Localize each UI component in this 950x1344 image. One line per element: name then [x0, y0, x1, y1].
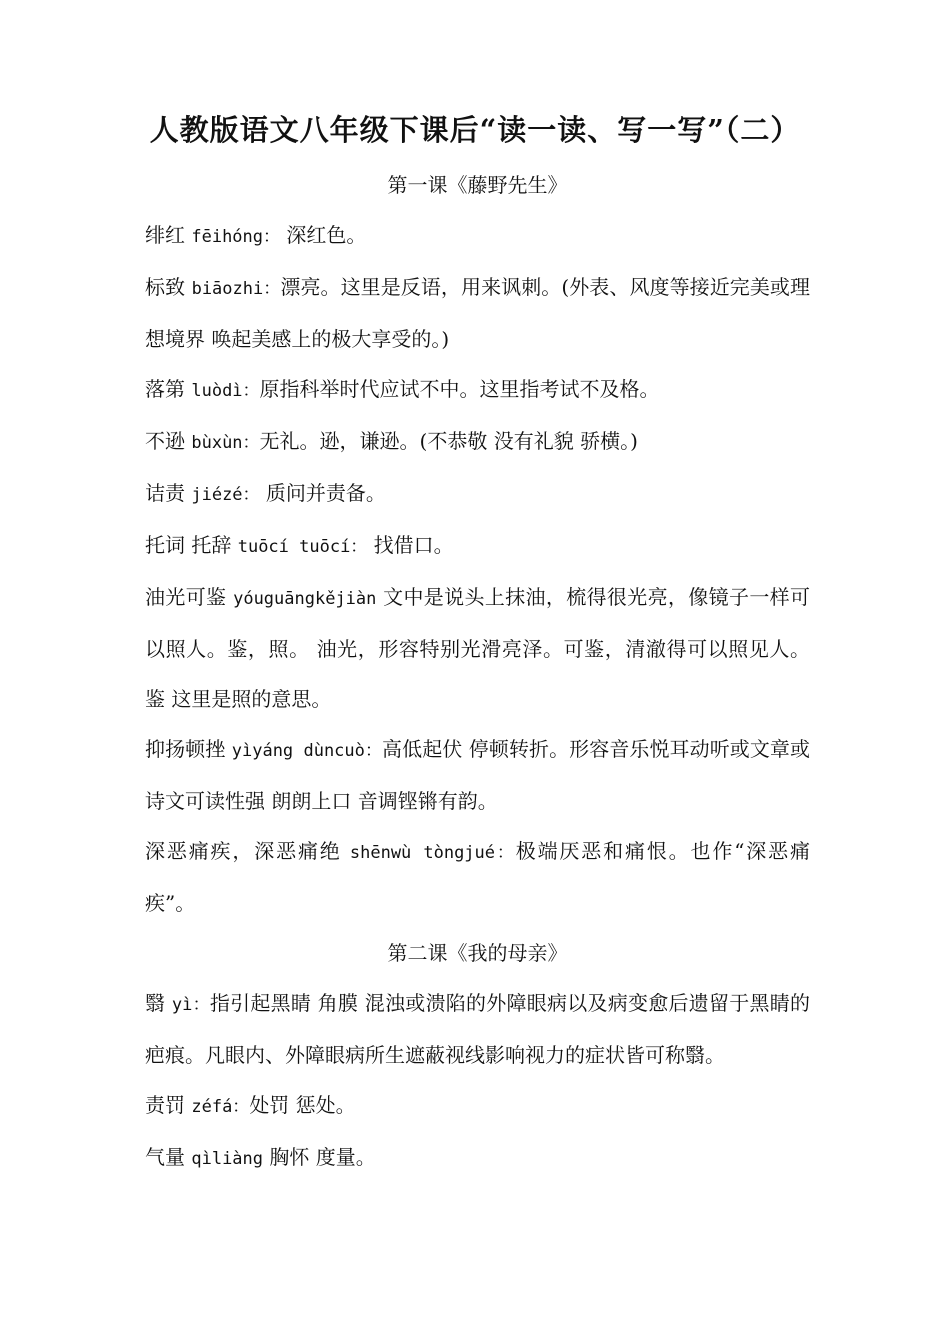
vocab-pinyin: qìliàng: [191, 1149, 264, 1169]
vocab-definition: 漂亮。这里是反语，用来讽刺。(外表、风度等接近完美或理想境界 唤起美感上的极大享受的。): [145, 275, 810, 351]
vocab-entry: [145, 572, 810, 724]
vocab-term: 深恶痛疾，深恶痛绝: [145, 839, 342, 863]
vocab-definition: 胸怀 度量。: [263, 1145, 376, 1169]
vocab-definition: 极端厌恶和痛恨。也作“深恶痛疾”。: [145, 839, 810, 915]
vocab-definition: 高低起伏 停顿转折。形容音乐悦耳动听或文章或诗文可读性强 朗朗上口 音调铿锵有韵。: [145, 737, 811, 813]
document-title: 人教版语文八年级下课后“读一读、写一写”（二）: [149, 113, 801, 147]
vocab-entry: [145, 1080, 810, 1132]
vocab-term: 托词 托辞: [145, 533, 232, 557]
vocab-entry: [145, 262, 810, 364]
document-body: [145, 160, 810, 1184]
vocab-term: 气量: [145, 1145, 185, 1169]
vocab-definition: 找借口。: [367, 533, 454, 557]
vocab-pinyin: bùxùn：: [191, 433, 260, 453]
lesson-entries: [145, 978, 810, 1184]
vocab-term: 油光可鉴: [145, 585, 227, 609]
vocab-term: 不逊: [145, 429, 185, 453]
vocab-definition: 深红色。: [280, 223, 367, 247]
vocab-pinyin: fēihóng：: [191, 227, 281, 247]
vocab-entry: [145, 826, 810, 928]
vocab-entry: [145, 364, 810, 416]
lesson-heading: 第二课《我的母亲》: [387, 941, 568, 965]
lesson-heading: 第一课《藤野先生》: [387, 173, 568, 197]
vocab-entry: [145, 468, 810, 520]
vocab-entry: [145, 416, 810, 468]
vocab-definition: 指引起黑睛 角膜 混浊或溃陷的外障眼病以及病变愈后遗留于黑睛的疤痕。凡眼内、外障眼病所生遮蔽视线影响视力的症状皆可称翳。: [145, 991, 810, 1067]
vocab-pinyin: biāozhi：: [191, 279, 281, 299]
vocab-pinyin: yóuguāngkějiàn: [233, 589, 377, 609]
vocab-pinyin: tuōcí tuōcí：: [237, 537, 368, 557]
vocab-definition: 无礼。逊，谦逊。(不恭敬 没有礼貌 骄横。): [259, 429, 638, 453]
vocab-entry: [145, 724, 810, 826]
vocab-definition: 原指科举时代应试不中。这里指考试不及格。: [259, 377, 660, 401]
vocab-pinyin: jiézé：: [191, 485, 260, 505]
vocab-term: 标致: [145, 275, 186, 299]
vocab-term: 落第: [145, 377, 185, 401]
vocab-pinyin: shēnwù tòngjué：: [349, 843, 516, 863]
vocab-term: 责罚: [145, 1093, 185, 1117]
lesson-entries: [145, 210, 810, 928]
vocab-pinyin: yìyáng dùncuò：: [231, 741, 383, 761]
vocab-term: 诘责: [145, 481, 185, 505]
vocab-pinyin: luòdì：: [191, 381, 260, 401]
vocab-term: 翳: [145, 991, 166, 1015]
vocab-pinyin: yì：: [171, 995, 210, 1015]
vocab-entry: [145, 1132, 810, 1184]
vocab-definition: 处罚 惩处。: [249, 1093, 356, 1117]
vocab-pinyin: zéfá：: [191, 1097, 250, 1117]
vocab-entry: [145, 978, 810, 1080]
vocab-term: 抑扬顿挫: [145, 737, 226, 761]
vocab-definition: 质问并责备。: [259, 481, 386, 505]
vocab-entry: [145, 520, 810, 572]
vocab-term: 绯红: [145, 223, 185, 247]
vocab-definition: 文中是说头上抹油，梳得很光亮，像镜子一样可以照人。鉴，照。 油光，形容特别光滑亮泽。可鉴，清澈得可以照见人。鉴 这里是照的意思。: [145, 585, 811, 711]
vocab-entry: [145, 210, 810, 262]
